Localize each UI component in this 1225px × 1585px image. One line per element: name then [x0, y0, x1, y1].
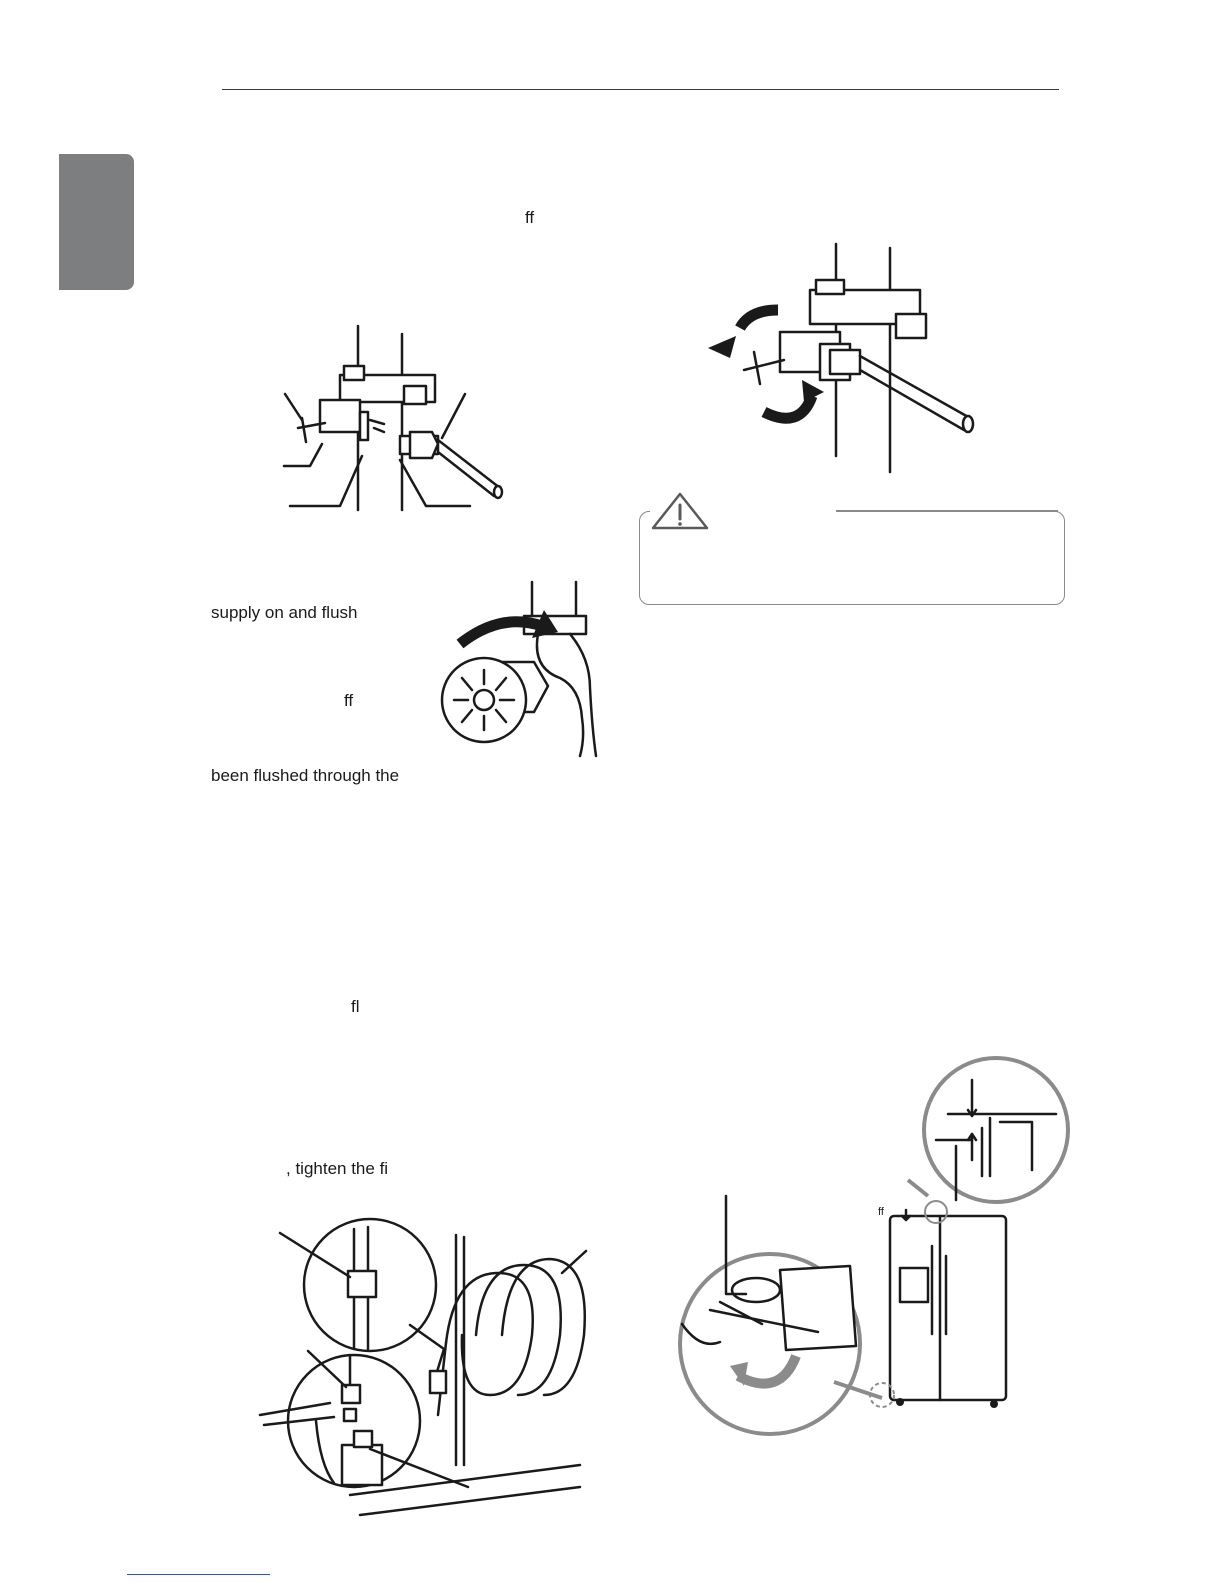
shutoff-valve-diagram [440, 578, 610, 758]
valve-turn-diagram [700, 240, 1000, 480]
saddle-valve-diagram [270, 320, 530, 520]
tubing-connection-diagram [250, 1225, 600, 1525]
door-alignment-diagram [660, 1050, 1080, 1450]
footer-link-underline[interactable] [127, 1574, 270, 1575]
text-ff-mid: ff [344, 691, 354, 710]
text-ff-fridge: ff [878, 1206, 884, 1218]
text-ff-top: ff [525, 208, 535, 227]
section-tab [59, 154, 134, 290]
text-supply-flush: supply on and flush [211, 603, 358, 622]
text-flushed-through: been flushed through the [211, 766, 400, 785]
caution-header-line [836, 510, 1058, 512]
header-rule [222, 89, 1059, 90]
text-fl: fl [351, 997, 360, 1016]
warning-triangle-icon [650, 492, 710, 532]
text-tighten-fitting: , tighten the fi [286, 1159, 389, 1178]
